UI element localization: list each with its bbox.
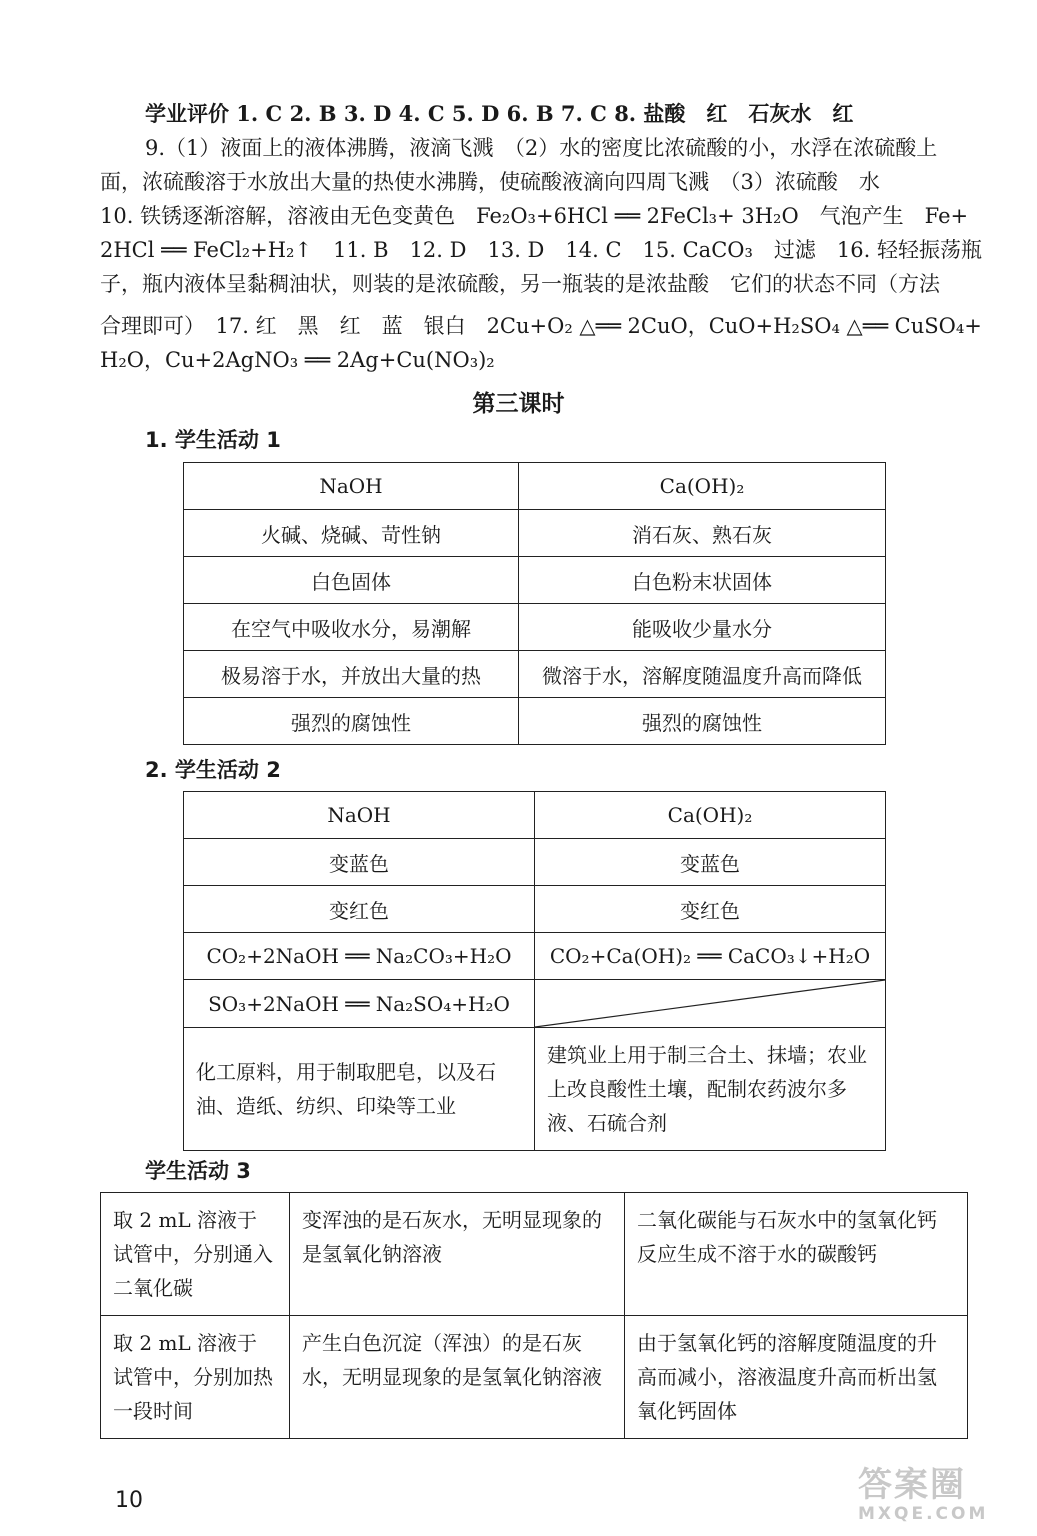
watermark-top: 答案圈	[858, 1465, 966, 1505]
cell: 微溶于水，溶解度随温度升高而降低	[519, 651, 886, 698]
activity1-table	[183, 462, 886, 745]
cell: 强烈的腐蚀性	[184, 698, 519, 745]
section-title: 第三课时	[472, 390, 565, 417]
cell: 消石灰、熟石灰	[519, 510, 886, 557]
activity2-label: 2. 学生活动 2	[145, 758, 281, 782]
cell: 变红色	[184, 886, 535, 933]
answer-line-1: 学业评价 1. C 2. B 3. D 4. C 5. D 6. B 7. C 8. 盐酸 红 石灰水 红	[145, 101, 854, 126]
cell: 白色粉末状固体	[519, 557, 886, 604]
cell: 变红色	[535, 886, 886, 933]
cell: NaOH	[184, 463, 519, 510]
cell: 产生白色沉淀（浑浊）的是石灰水，无明显现象的是氢氧化钠溶液	[290, 1316, 625, 1439]
page-number: 10	[115, 1488, 143, 1513]
watermark-bottom: MXQE.COM	[858, 1504, 989, 1524]
cell: CO₂+Ca(OH)₂ ══ CaCO₃↓+H₂O	[535, 933, 886, 980]
answer-line-6: 子，瓶内液体呈黏稠油状，则装的是浓硫酸，另一瓶装的是浓盐酸 它们的状态不同（方法	[100, 272, 940, 296]
cell: NaOH	[184, 792, 535, 839]
cell: 极易溶于水，并放出大量的热	[184, 651, 519, 698]
cell: SO₃+2NaOH ══ Na₂SO₄+H₂O	[184, 980, 535, 1028]
answer-line-7: 合理即可） 17. 红 黑 红 蓝 银白 2Cu+O₂ △══ 2CuO，CuO+H₂SO₄ △══ CuSO₄+	[100, 314, 982, 338]
answer-line-2: 9.（1）液面上的液体沸腾，液滴飞溅 （2）水的密度比浓硫酸的小，水浮在浓硫酸上	[145, 136, 938, 160]
answer-line-4: 10. 铁锈逐渐溶解，溶液由无色变黄色 Fe₂O₃+6HCl ══ 2FeCl₃+ 3H₂O 气泡产生 Fe+	[100, 204, 969, 228]
cell: 化工原料，用于制取肥皂，以及石油、造纸、纺织、印染等工业	[184, 1028, 535, 1151]
activity3-label: 学生活动 3	[145, 1159, 251, 1183]
answer-line-3: 面，浓硫酸溶于水放出大量的热使水沸腾，使硫酸液滴向四周飞溅 （3）浓硫酸 水	[100, 170, 880, 194]
cell: 由于氢氧化钙的溶解度随温度的升高而减小，溶液温度升高而析出氢氧化钙固体	[625, 1316, 968, 1439]
cell: 变蓝色	[184, 839, 535, 886]
activity3-table	[100, 1192, 968, 1439]
answer-line-5: 2HCl ══ FeCl₂+H₂↑ 11. B 12. D 13. D 14. C 15. CaCO₃ 过滤 16. 轻轻振荡瓶	[100, 238, 982, 262]
cell: 强烈的腐蚀性	[519, 698, 886, 745]
activity1-label: 1. 学生活动 1	[145, 428, 281, 452]
watermark-logo	[858, 1466, 1008, 1528]
cell: 变蓝色	[535, 839, 886, 886]
cell: 白色固体	[184, 557, 519, 604]
slash-cell	[535, 980, 886, 1028]
cell: 在空气中吸收水分，易潮解	[184, 604, 519, 651]
cell: CO₂+2NaOH ══ Na₂CO₃+H₂O	[184, 933, 535, 980]
cell: 火碱、烧碱、苛性钠	[184, 510, 519, 557]
answer-line-8: H₂O，Cu+2AgNO₃ ══ 2Ag+Cu(NO₃)₂	[100, 348, 495, 372]
cell: 变浑浊的是石灰水，无明显现象的是氢氧化钠溶液	[290, 1193, 625, 1316]
cell: 建筑业上用于制三合土、抹墙；农业上改良酸性土壤，配制农药波尔多液、石硫合剂	[535, 1028, 886, 1151]
cell: 能吸收少量水分	[519, 604, 886, 651]
cell: Ca(OH)₂	[535, 792, 886, 839]
cell: 二氧化碳能与石灰水中的氢氧化钙反应生成不溶于水的碳酸钙	[625, 1193, 968, 1316]
diagonal-line	[535, 980, 885, 1027]
activity2-table	[183, 791, 886, 1151]
cell: Ca(OH)₂	[519, 463, 886, 510]
cell: 取 2 mL 溶液于试管中，分别加热一段时间	[101, 1316, 290, 1439]
cell: 取 2 mL 溶液于试管中，分别通入二氧化碳	[101, 1193, 290, 1316]
